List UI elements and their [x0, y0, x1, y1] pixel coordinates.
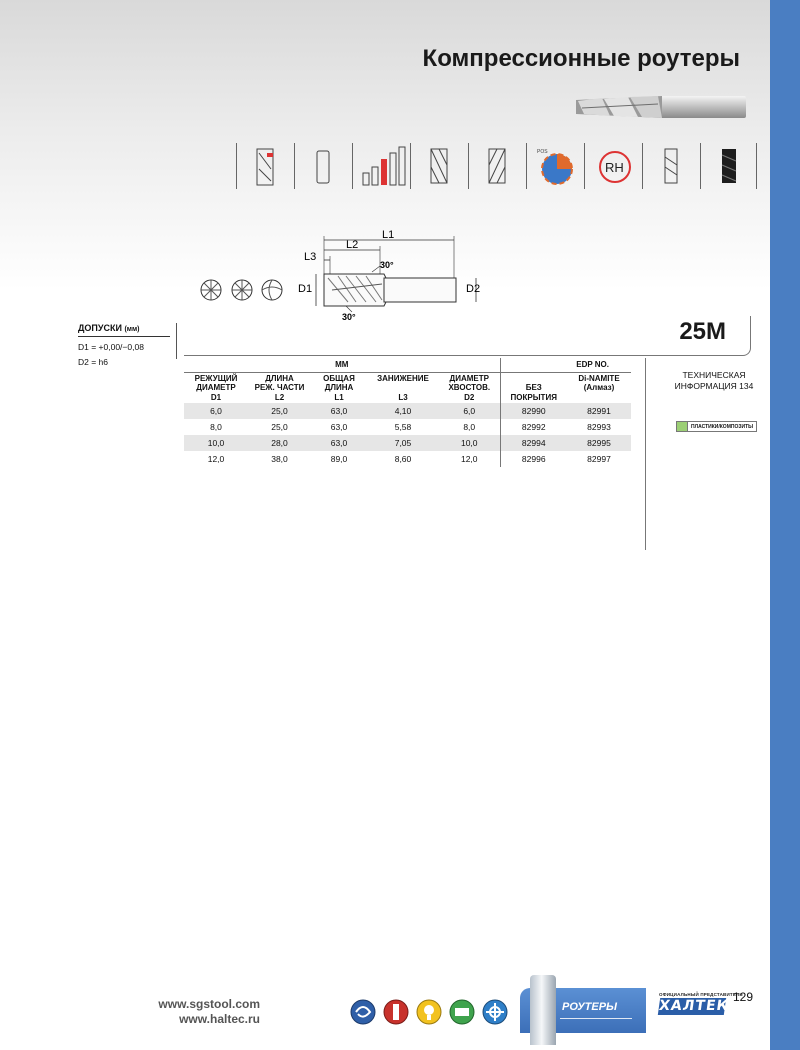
url-sgstool[interactable]: www.sgstool.com — [158, 997, 260, 1011]
tolerance-divider — [176, 323, 177, 359]
l3-label: L3 — [304, 251, 317, 263]
dimension-drawing — [196, 222, 496, 322]
table-row — [184, 435, 631, 451]
cell-l1: 63,0 — [330, 422, 348, 433]
col-header-shank-diameter: ДИАМЕТР ХВОСТОВ. D2 — [448, 373, 491, 402]
side-accent-bar — [770, 0, 800, 1050]
tolerance-d2: D2 = h6 — [78, 357, 109, 367]
col-header-overall-length: ОБЩАЯ ДЛИНА L1 — [323, 373, 355, 402]
material-badge — [676, 421, 757, 432]
cell-d1: 12,0 — [207, 454, 225, 465]
table-row — [184, 451, 631, 467]
right-helix-icon — [410, 143, 467, 189]
tolerances-unit: (мм) — [124, 326, 140, 333]
table-row — [184, 419, 631, 435]
cell-l3: 4,10 — [367, 403, 439, 419]
dealer-logo: ХАЛТЕК — [657, 998, 731, 1014]
footer-urls — [100, 997, 260, 1027]
cell-edp-dinamite: 82991 — [567, 403, 631, 419]
compression-helix-icon — [236, 143, 293, 189]
tech-info-link[interactable] — [664, 370, 764, 391]
tech-info-line1: ТЕХНИЧЕСКАЯ — [682, 370, 746, 380]
blue-gear-icon[interactable] — [483, 1000, 507, 1024]
table-column-headers — [184, 372, 631, 403]
end-view-1 — [201, 280, 221, 300]
cell-edp-dinamite: 82995 — [567, 435, 631, 451]
left-helix-icon — [468, 143, 525, 189]
rh-label: RH — [605, 160, 624, 175]
d2-label: D2 — [466, 283, 481, 295]
col-header-dinamite: Di-NAMITE (Алмаз) — [578, 373, 620, 393]
pos-label: POS — [537, 149, 548, 155]
l1-label: L1 — [382, 229, 395, 241]
cell-l3: 7,05 — [367, 435, 439, 451]
cell-l1: 89,0 — [330, 454, 348, 465]
cell-d2: 8,0 — [463, 422, 476, 433]
cell-d2: 6,0 — [439, 403, 500, 419]
router-bit-image — [572, 90, 748, 124]
cell-l2: 25,0 — [271, 422, 288, 433]
pos-rotation-icon — [526, 143, 583, 189]
yellow-bulb-icon[interactable] — [417, 1000, 441, 1024]
cell-d1: 6,0 — [184, 403, 248, 419]
cell-l3: 5,58 — [394, 422, 412, 433]
plain-shank-icon — [294, 143, 351, 189]
page-number: 129 — [733, 990, 754, 1004]
diamond-coating-icon — [700, 143, 757, 189]
end-view-3 — [262, 280, 282, 300]
col-header-length-of-cut: ДЛИНА РЕЖ. ЧАСТИ L2 — [254, 373, 305, 402]
section-tab-label: РОУТЕРЫ — [562, 1001, 618, 1013]
tab-cylinder-graphic — [530, 975, 556, 1045]
cell-edp-uncoated: 82992 — [500, 419, 567, 435]
col-header-cutting-diameter: РЕЖУЩИЙ ДИАМЕТР D1 — [194, 373, 238, 402]
cell-l2: 38,0 — [271, 454, 288, 465]
blue-swirl-icon[interactable] — [351, 1000, 375, 1024]
dealer-caption: ОФИЦИАЛЬНЫЙ ПРЕДСТАВИТЕЛЬ — [659, 992, 743, 997]
angle-top-label: 30° — [380, 260, 394, 270]
cell-d2: 10,0 — [439, 435, 500, 451]
d1-label: D1 — [298, 283, 313, 295]
green-machine-icon[interactable] — [450, 1000, 474, 1024]
cell-edp-uncoated: 82996 — [500, 451, 567, 467]
rh-cutting-icon — [584, 143, 641, 189]
group-edp: EDP NO. — [500, 358, 631, 372]
cell-l3: 8,60 — [394, 454, 412, 465]
series-header — [184, 316, 751, 356]
material-swatch — [676, 421, 688, 432]
cell-edp-uncoated: 82994 — [500, 435, 567, 451]
series-code: 25M — [679, 318, 726, 345]
col-header-undercut: ЗАНИЖЕНИЕ L3 — [377, 373, 429, 402]
angle-bottom-label: 30° — [342, 312, 356, 322]
page-title: Компрессионные роутеры — [422, 45, 740, 72]
tolerances-block — [78, 323, 170, 367]
cell-l2: 25,0 — [248, 403, 311, 419]
end-view-2 — [211, 222, 252, 300]
footer-category-icons — [350, 998, 510, 1026]
tech-info-divider — [645, 358, 646, 550]
spec-table — [184, 358, 631, 467]
cell-edp-dinamite: 82993 — [587, 422, 611, 433]
section-tab-rule — [560, 1018, 632, 1019]
feature-icon-row — [236, 143, 756, 189]
table-row — [184, 403, 631, 419]
l2-label: L2 — [346, 239, 359, 251]
tolerances-title-text: ДОПУСКИ — [78, 323, 122, 333]
material-label: ПЛАСТИКИ/КОМПОЗИТЫ — [688, 421, 757, 432]
tolerances-title — [78, 323, 170, 337]
cell-d1: 10,0 — [184, 435, 248, 451]
col-header-uncoated: БЕЗ ПОКРЫТИЯ — [500, 372, 567, 403]
cell-l2: 28,0 — [248, 435, 311, 451]
length-bars-icon — [352, 143, 409, 189]
group-mm: ММ — [184, 358, 500, 372]
tech-info-line2: ИНФОРМАЦИЯ 134 — [674, 380, 754, 391]
url-haltec[interactable]: www.haltec.ru — [179, 1012, 260, 1026]
red-tool-icon[interactable] — [384, 1000, 408, 1024]
table-group-header — [184, 358, 631, 372]
cell-d1: 8,0 — [210, 422, 222, 433]
cell-d2: 12,0 — [460, 454, 478, 465]
shank-flat-icon — [642, 143, 699, 189]
cell-edp-dinamite: 82997 — [587, 454, 611, 465]
cell-l1: 63,0 — [311, 435, 367, 451]
cell-edp-uncoated: 82990 — [500, 403, 567, 419]
tolerance-d1: D1 = +0,00/−0,08 — [78, 342, 144, 352]
cell-l1: 63,0 — [311, 403, 367, 419]
